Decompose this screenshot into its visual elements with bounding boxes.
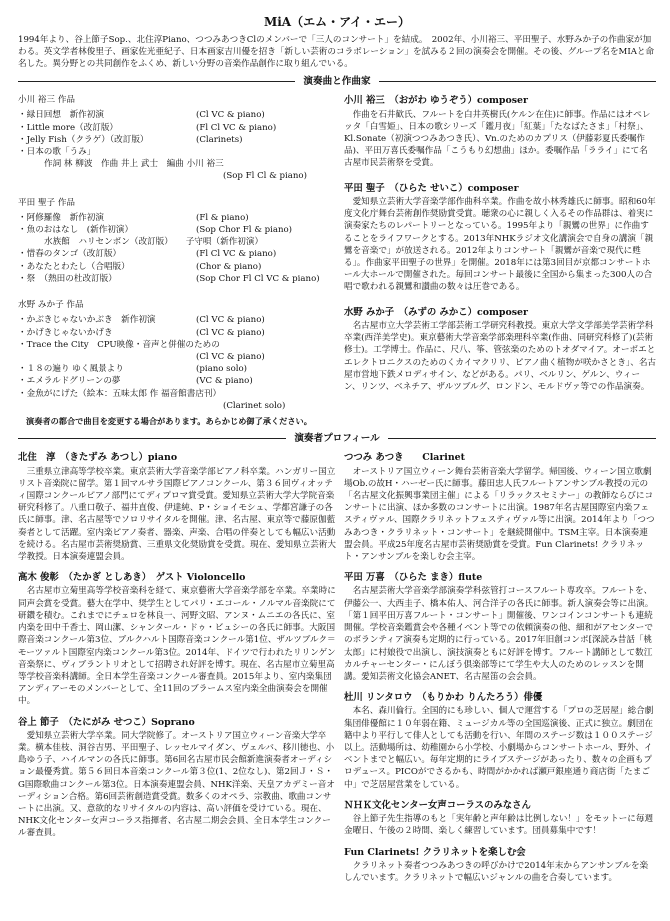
performer-heading: ＮＨＫ文化センター女声コーラスのみなさん — [343, 799, 531, 811]
work-instrumentation — [196, 339, 336, 351]
performer-bio: 名古屋市立菊里高等学校音楽科を経て、東京藝術大学音楽学部を卒業。卒業時に同声会賞を受賞。藝大在学中、奨学生としてパリ・エコール・ノルマル音楽院にて研鑽を積む。これまでにチェロを林良一、河野文昭、アンヌ・ムニエの各氏に、室内楽を田中千香士、岡山潔、シャンタール・ドゥ・ビュシーの各氏に師事。大阪国際音楽コンクール第3位、ブルクハルト国際音楽コンクール第1位、ザルツブルク＝モーツァルト国際室内楽コンクール第3位。2014年、ドイツで行われたリリンゲン音楽祭に、ヴィブラントリオとして招聘され好評を博す。現在、名古屋市立菊里高等学校音楽科講師。全日本学生音楽コンクール審査員。2015年より、室内楽集団アンディアーモのメンバーとして、全11回のブラームス室内楽全曲演奏会を開催中。 — [18, 586, 336, 707]
work-instrumentation — [196, 146, 336, 158]
divider — [18, 438, 286, 439]
work-instrumentation: (Sop Fl Cl & piano) — [223, 171, 307, 182]
work-instrumentation: (Cl VC & piano) — [196, 327, 265, 338]
work-title: ・かげきじゃないかげき — [18, 327, 113, 338]
divider — [379, 81, 656, 82]
performer-profile-morikawa — [344, 691, 656, 791]
work-title: ・阿修羅像 新作初演 — [18, 212, 104, 223]
work-title: ・緑日回想 新作初演 — [18, 110, 104, 121]
works-list — [18, 94, 344, 414]
composer-heading: 小川 裕三 （おがわ ゆうぞう）composer — [343, 95, 528, 107]
work-row — [18, 388, 336, 400]
performer-bio: 愛知県立芸術大学卒業。同大学院修了。オーストリア国立ウィーン音楽大学卒業。横本佳枝、洞谷吉男、平田聖子、レッセルマイダン、ヴェルバ、移川徳也、小島ゆう子、ハイルマンの各氏に師事。第6回名古屋市民会館新進演奏者オーディション最優秀賞。第５６回日本音楽コンクール第３位(1、2位なし)、第2回Ｊ・Ｓ・G国際歌曲コンクール第3位。日本演奏連盟会員、NHK洋楽、天皇アカデミー音オーディション合格。第6回芸術創造賞受賞。数多くのオペラ、宗教曲、歌曲コンサートに出演。又、意欲的なリサイタルの内容は、高い評価を受けている。現在、NHK文化センター女声コーラス指揮者、名古屋二期会会員、全日本学生コンクール審査員。 — [18, 730, 335, 839]
work-title: ・魚のおはなし (新作初演） — [18, 225, 134, 236]
work-title: ・惜春のタンゴ（改訂版） — [18, 249, 122, 260]
work-title: ・祭 （熱田の杜改訂版） — [18, 273, 117, 284]
work-row — [18, 146, 336, 158]
work-row — [18, 351, 336, 363]
divider — [388, 438, 656, 439]
performer-bio: 谷上節子先生指導のもと「実年齢と声年齢は比例しない！」をモットーに毎週金曜日、午後の２時間、楽しく練習しています。団員募集中です！ — [343, 814, 654, 837]
works-group-ogawa — [18, 94, 336, 182]
composer-profile-mizuno — [344, 306, 656, 394]
performer-heading: 高木 俊彰 （たかぎ としあき） ゲスト Violoncello — [18, 572, 246, 584]
performers-right — [344, 451, 656, 892]
performer-bio: オーストリア国立ウィーン舞台芸術音楽大学留学。帰国後、ウィーン国立歌劇場Ob.の故H・ハーゼー氏に師事。藤田忠人氏フルートアンサンブル教授の元の「名古屋文化振興事業団主催」による「リラックスセミナー」の教師ならびにコンサートに出演、ほか多数のコンサートに出演。1987年名古屋国際室内楽フェスティヴァル、国際クラリネットフェスティヴァル等に出演。2014年より「つつみあつき・クラリネット・コンサート」を継続開催中。TSM主宰。日本演奏連盟会員。平成25年度名古屋市芸術奨励賞を受賞。Fun Clarinets! クラリネット・アンサンブルを楽しむ会主宰。 — [343, 466, 655, 562]
work-instrumentation: (Cl VC & piano) — [196, 315, 265, 326]
work-instrumentation: (Cl VC & piano) — [196, 351, 265, 362]
section-header-works — [18, 75, 656, 89]
work-row — [18, 134, 336, 146]
work-instrumentation: (Clarinet solo) — [223, 400, 286, 411]
page-title: MiA（エム・アイ・エー） — [263, 15, 411, 29]
work-row — [18, 212, 336, 224]
work-row — [18, 339, 336, 351]
performer-bio: クラリネット奏者つつみあつきの呼びかけで2014年末からアンサンブルを楽しんでいます。クラリネットで幅広いジャンルの曲を合奏しています。 — [343, 860, 649, 884]
performer-profile-nhk-chorus — [344, 799, 656, 838]
work-row — [18, 109, 336, 121]
work-title — [18, 351, 196, 363]
work-instrumentation: (Fl Cl VC & piano) — [196, 249, 277, 260]
performers-left — [18, 451, 344, 892]
divider — [18, 81, 295, 82]
performer-bio: 三重県立津高等学校卒業。東京芸術大学音楽学部ピアノ科卒業。ハンガリー国立リスト音楽院に留学。第１回マルサラ国際ピアノコンクール、第３６回ヴィオッティ国際コンクールピアノ部門にてディプロマ賞受賞。愛知県立芸術大学大学院音楽研究科修了。八重口敬子、福井直俊、伊達純、P・ショイモシュ、学都宮謙子の各氏に師事。津、名古屋等でソロリサイタルを開催。津、名古屋、東京等で藤原伽藍奏者として活躍。室内楽ピアノ奏者、器楽、声楽、合唱の伴奏としても幅広い活動を続ける。名古屋市芸術奨励賞、三重県文化奨励賞を受賞。現在、愛知県立芸術大学教授。日本演奏連盟会員。 — [18, 466, 336, 562]
composer-profiles — [344, 94, 656, 414]
work-title: ・Trace the City CPU映像・音声と併催のための — [18, 339, 220, 350]
work-title: ・１８の遍り ゆく風景より — [18, 364, 124, 375]
work-row — [18, 314, 336, 326]
work-row — [18, 363, 336, 375]
section-header-profile — [18, 432, 656, 446]
work-title: ・かぶきじゃないかぶき 新作初演 — [18, 315, 156, 326]
performer-heading: 谷上 節子 （たにがみ せつこ）Soprano — [18, 716, 195, 728]
composer-bio: 愛知県立芸術大学音楽学部作曲科卒業。作曲を故小林秀雄氏に師事。昭和60年度文化庁舞台芸術創作奨励賞受賞。聴衆の心に親しく入るその作品群は、着実に演奏家たちのレパートリーとなっている。1995年より「親鸞の世界」に作曲することをライフワークとする。2013年NHKラジオ文化講演会で自身の講演「親鸞を音楽で」が放送される。2012年よりコンサート「親鸞が音楽で現代に甦る」。作曲家平田聖子の世界」を開催。2018年には第3回目が京都コンサートホール大ホールで開催された。毎回コンサート最後に全国から集まった300人の合唱で歌われる親鸞和讃曲の数々は圧巻である。 — [343, 196, 656, 293]
work-instrumentation: (Fl Cl VC & piano) — [196, 122, 277, 133]
work-instrumentation: (VC & piano) — [196, 376, 253, 387]
work-row — [18, 273, 336, 285]
performer-heading: つつみ あつき Clarinet — [343, 452, 465, 464]
work-instrumentation: (Fl & piano) — [196, 212, 249, 223]
work-instrumentation — [196, 388, 336, 400]
performer-profile-tsutsumi — [344, 451, 656, 563]
works-group-mizuno — [18, 299, 336, 412]
performer-bio: 本名、森川倫行。全国的にも珍しい、個人で運営する「プロの芝居屋」総合劇集団俳優館に１０年弱在籍、ミュージカル等の全国巡演後、正式に独立。劇団在籍中より平行して俳人としても活動を行い、年間のステージ数は１００ステージ以上。活動場所は、幼稚園から小学校、小劇場からコンサートホール、野外、イベントまでと幅広い。毎年定期的にライブステージがあったり、数々の企画もプロデュース。PICOがでさるかも、時間がかかれば瀬戸銀座通り商店街「たまご中」で芝居屋営業をしている。 — [343, 706, 654, 790]
performer-profile-tanigami — [18, 716, 336, 840]
performer-profile-kitazumi — [18, 451, 336, 563]
work-instrumentation: (Sop Chor Fl & piano) — [196, 225, 293, 236]
work-row — [18, 375, 336, 387]
work-row — [18, 248, 336, 260]
work-instrumentation: (Sop Chor Fl Cl VC & piano) — [196, 273, 320, 284]
work-title: ・Jelly Fish（クラゲ）（改訂版） — [18, 134, 149, 145]
performer-profile-hirata-maki — [344, 571, 656, 683]
work-title: ・金魚がにげた（絵本：五味太郎 作 福音館書店刊） — [18, 388, 222, 399]
performer-heading: 北住 淳 （きたずみ あつし）piano — [18, 452, 178, 464]
works-group-title: 平田 聖子 作品 — [18, 197, 76, 208]
section-title-profile: 演奏者プロフィール — [294, 432, 380, 444]
work-title: ・あなたとわたし（合唱版） — [18, 261, 130, 272]
performer-heading: Fun Clarinets! クラリネットを楽しむ会 — [343, 846, 526, 858]
work-row — [18, 122, 336, 134]
performer-profile-takagi — [18, 571, 336, 707]
work-title: ・エメラルドグリーンの夢 — [18, 376, 121, 387]
work-title: ・日本の歌「うみ」 — [18, 147, 96, 158]
works-group-title: 水野 みか子 作品 — [18, 300, 84, 311]
composer-heading: 水野 みか子 （みずの みかこ）composer — [343, 306, 528, 318]
performer-bio: 名古屋芸術大学音楽学部演奏学科弦管打コースフルート専攻卒。フルートを、伊藤公一、大西圭子、橋本佑人、河合洋子の各氏に師事。新人演奏会等に出演。「第１回平田万喜フルート・コンサート」開催後、ワンコインコンサートも連続開催。学校音楽鑑賞会や各種イベント等での依頼演奏の他、細和がアセンターでのボランティア演奏も定期的に行っている。2017年旧創コンポ[深読み昔話「桃太郎」に村娘役で出演し、演技演奏ともに好評を博す。フルート講師として数江カルチャーセンター・にんぼう倶楽部等にて学生や大人のためのレッスンを開講。愛知芸術文化協会ANET、名古屋笛の会会員。 — [343, 586, 654, 682]
section-title-works: 演奏曲と作曲家 — [303, 75, 371, 87]
composer-profile-ogawa — [344, 94, 656, 169]
work-subtitle: 水族館 ハリセンボン（改訂版） 子守唄（新作初演） — [44, 237, 264, 248]
work-instrumentation: (Clarinets) — [196, 134, 243, 145]
performer-heading: 杜川 リンタロウ （もりかわ りんたろう）俳優 — [343, 692, 543, 704]
performer-profile-fun-clarinets — [344, 846, 656, 885]
work-credits: 作詞 林 柳波 作曲 井上 武士 編曲 小川 裕三 — [44, 159, 224, 170]
work-row — [18, 261, 336, 273]
works-group-hirata — [18, 197, 336, 285]
performer-columns — [18, 451, 656, 892]
intro-paragraph: 1994年より、谷上節子Sop.、北住淳Piano、つつみあつきClのメンバーで「三人のコンサート」を結成。 2002年、小川裕三、平田聖子、水野みか子の作曲家が加わる。英文学者林俊里子、画家佐光亜紀子、日本画家吉川優を招き「新しい芸術のコラボレーション」を試みる２回の演奏会を開催。その後、グループ名をMIAと命名した。異分野との共同創作をふくめ、新しい分野の音楽作品創作に取り組んでいる。 — [18, 35, 655, 70]
composer-heading: 平田 聖子 （ひらた せいこ）composer — [343, 182, 519, 194]
work-title: ・Little more（改訂版） — [18, 122, 119, 133]
work-instrumentation: (Cl VC & piano) — [196, 110, 265, 121]
composer-profile-hirata — [344, 182, 656, 294]
work-instrumentation: (piano solo) — [196, 364, 248, 375]
composer-bio: 作曲を石井歓氏、フルートを白井英樹氏(ケルン在住)に師事。作品にはオペレッタ「白雪姫」、日本の歌シリーズ「鑑月夜」「紅葉」「たなばたさま」「村祭」、Kl.Sonate（初演つつみあつき氏）、Vn.のためのカプリス（伊藤彩夏氏委嘱作品)、平田万喜氏委嘱作品「こうもり幻想曲」ほか。委嘱作品「ラライ」にて名古屋市民芸術祭を受賞。 — [343, 109, 651, 169]
program-change-note: 演奏者の都合で曲目を変更する場合があります。あらかじめ御了承ください。 — [26, 415, 312, 426]
work-row — [18, 327, 336, 339]
work-row — [18, 224, 336, 236]
composer-bio: 名古屋市立大学芸術工学部芸術工学研究科教授。東京大学文学部美学芸術学科卒業(西洋美学史)。東京藝術大学音楽学部楽理科卒業(作曲、同研究科修了)(芸術修士)。工学博士。作品に、尺八、筝、管弦楽のためのトオダマイア。オーボエとエレクトロニクスのためのくカイマクリリ、ピアノ曲く植物が咲かさとき」、名古屋市営地下鉄メロディサイン、などがある。パリ、ベルリン、ゲルン、ウィーン、リンツ、ベネチア、ザルツブルグ、ロンドン、モルドヴァ等での作品演奏。 — [343, 320, 657, 392]
work-instrumentation: (Chor & piano) — [196, 261, 262, 272]
performer-heading: 平田 万喜 （ひらた まき）flute — [343, 572, 483, 584]
works-columns — [18, 94, 656, 414]
works-group-title: 小川 裕三 作品 — [18, 95, 76, 106]
